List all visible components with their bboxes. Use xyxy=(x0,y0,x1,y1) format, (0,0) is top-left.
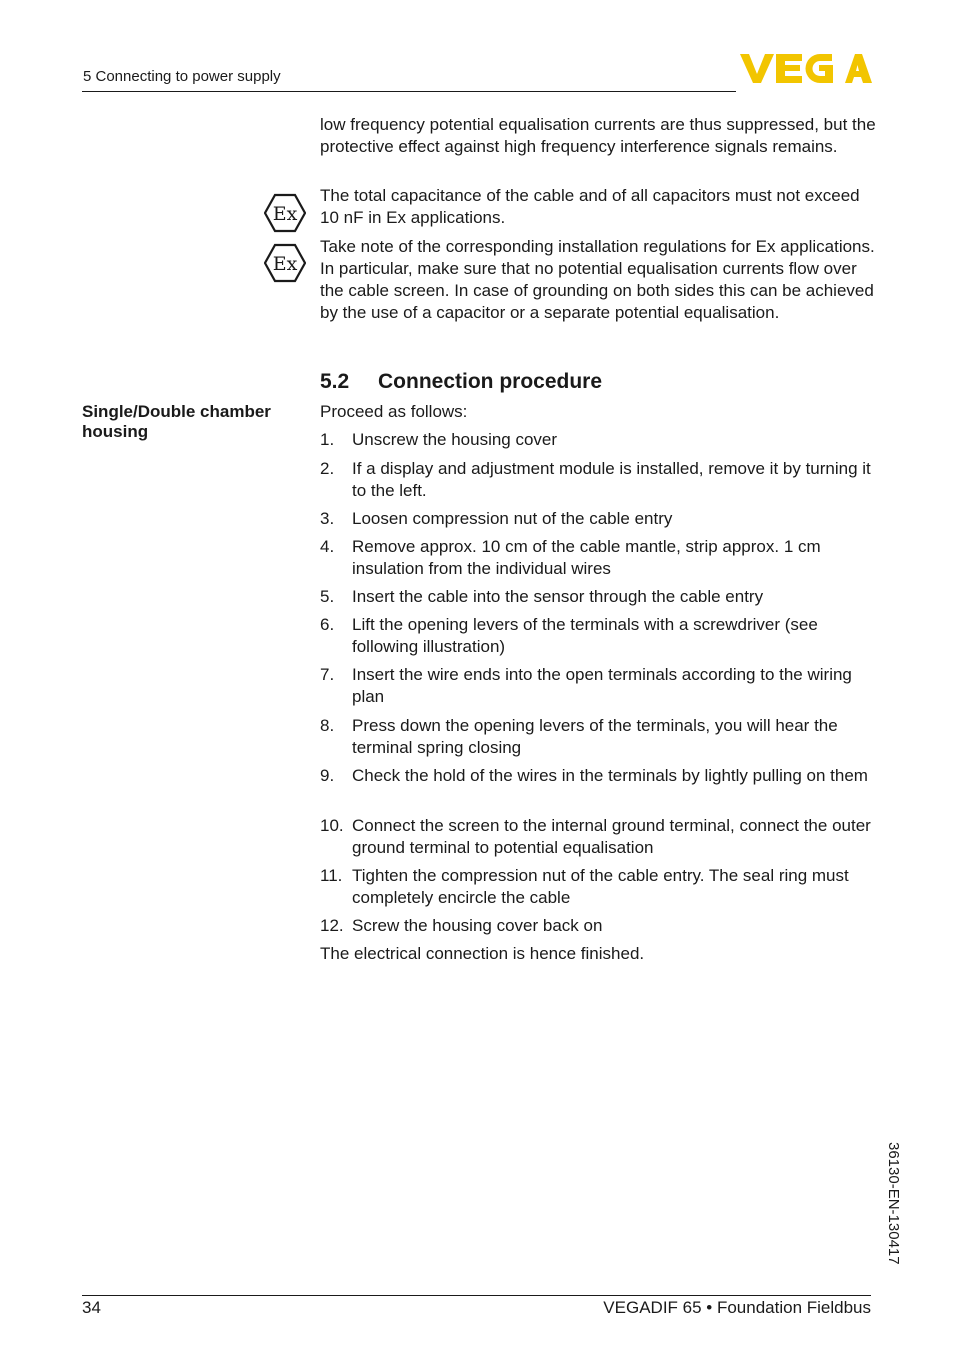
ex-protection-icon xyxy=(264,243,306,283)
step-number: 5. xyxy=(320,587,335,606)
ex-note-installation: Take note of the corresponding installation regulations for Ex applications. In particular, make sure that no potential equalisation currents flow over the cable screen. In case of grounding on both sides this can be achieved by the use of a capacitor or a separate potential equalisation. xyxy=(320,237,875,322)
header-divider xyxy=(82,91,736,92)
intro-paragraph: low frequency potential equalisation currents are thus suppressed, but the protective effect against high frequency interference signals remains. xyxy=(320,115,876,156)
procedure-lead: Proceed as follows: xyxy=(320,402,468,421)
step-text: Loosen compression nut of the cable entry xyxy=(352,509,673,528)
step-number: 2. xyxy=(320,459,335,478)
step-number: 12. xyxy=(320,916,344,935)
footer-divider xyxy=(82,1295,871,1296)
section-title: Connection procedure xyxy=(378,370,603,393)
section-number: 5.2 xyxy=(320,370,350,393)
step-number: 8. xyxy=(320,716,335,735)
document-number: 36130-EN-130417 xyxy=(885,1142,902,1265)
step-text: Check the hold of the wires in the terminals by lightly pulling on them xyxy=(352,766,868,785)
step-number: 9. xyxy=(320,766,335,785)
vega-logo xyxy=(740,50,872,86)
procedure-closing: The electrical connection is hence finished. xyxy=(320,944,645,963)
step-number: 10. xyxy=(320,816,344,835)
step-text: Connect the screen to the internal ground terminal, connect the outer ground terminal to potential equalisation xyxy=(352,816,871,857)
step-text: If a display and adjustment module is installed, remove it by turning it to the left. xyxy=(352,459,871,500)
step-number: 7. xyxy=(320,665,335,684)
svg-text:Ex: Ex xyxy=(272,203,298,225)
footer-product-name: VEGADIF 65 • Foundation Fieldbus xyxy=(603,1298,871,1317)
step-number: 1. xyxy=(320,430,335,449)
step-number: 11. xyxy=(320,866,343,885)
step-number: 4. xyxy=(320,537,335,556)
ex-protection-icon xyxy=(264,193,306,233)
svg-text:Ex: Ex xyxy=(272,253,298,275)
step-text: Press down the opening levers of the terminals, you will hear the terminal spring closing xyxy=(352,716,838,757)
step-text: Screw the housing cover back on xyxy=(352,916,603,935)
step-text: Insert the wire ends into the open terminals according to the wiring plan xyxy=(352,665,852,706)
step-text: Unscrew the housing cover xyxy=(352,430,558,449)
step-text: Insert the cable into the sensor through the cable entry xyxy=(352,587,764,606)
step-number: 3. xyxy=(320,509,335,528)
running-header: 5 Connecting to power supply xyxy=(83,68,281,85)
step-text: Tighten the compression nut of the cable entry. The seal ring must completely encircle the cable xyxy=(352,866,849,907)
margin-label: Single/Double chamber housing xyxy=(82,402,271,441)
page-number: 34 xyxy=(82,1298,101,1317)
ex-note-capacitance: The total capacitance of the cable and of all capacitors must not exceed 10 nF in Ex applications. xyxy=(320,186,860,227)
section-heading xyxy=(320,370,602,394)
step-number: 6. xyxy=(320,615,335,634)
step-text: Remove approx. 10 cm of the cable mantle, strip approx. 1 cm insulation from the individual wires xyxy=(352,537,821,578)
step-text: Lift the opening levers of the terminals with a screwdriver (see following illustration) xyxy=(352,615,818,656)
